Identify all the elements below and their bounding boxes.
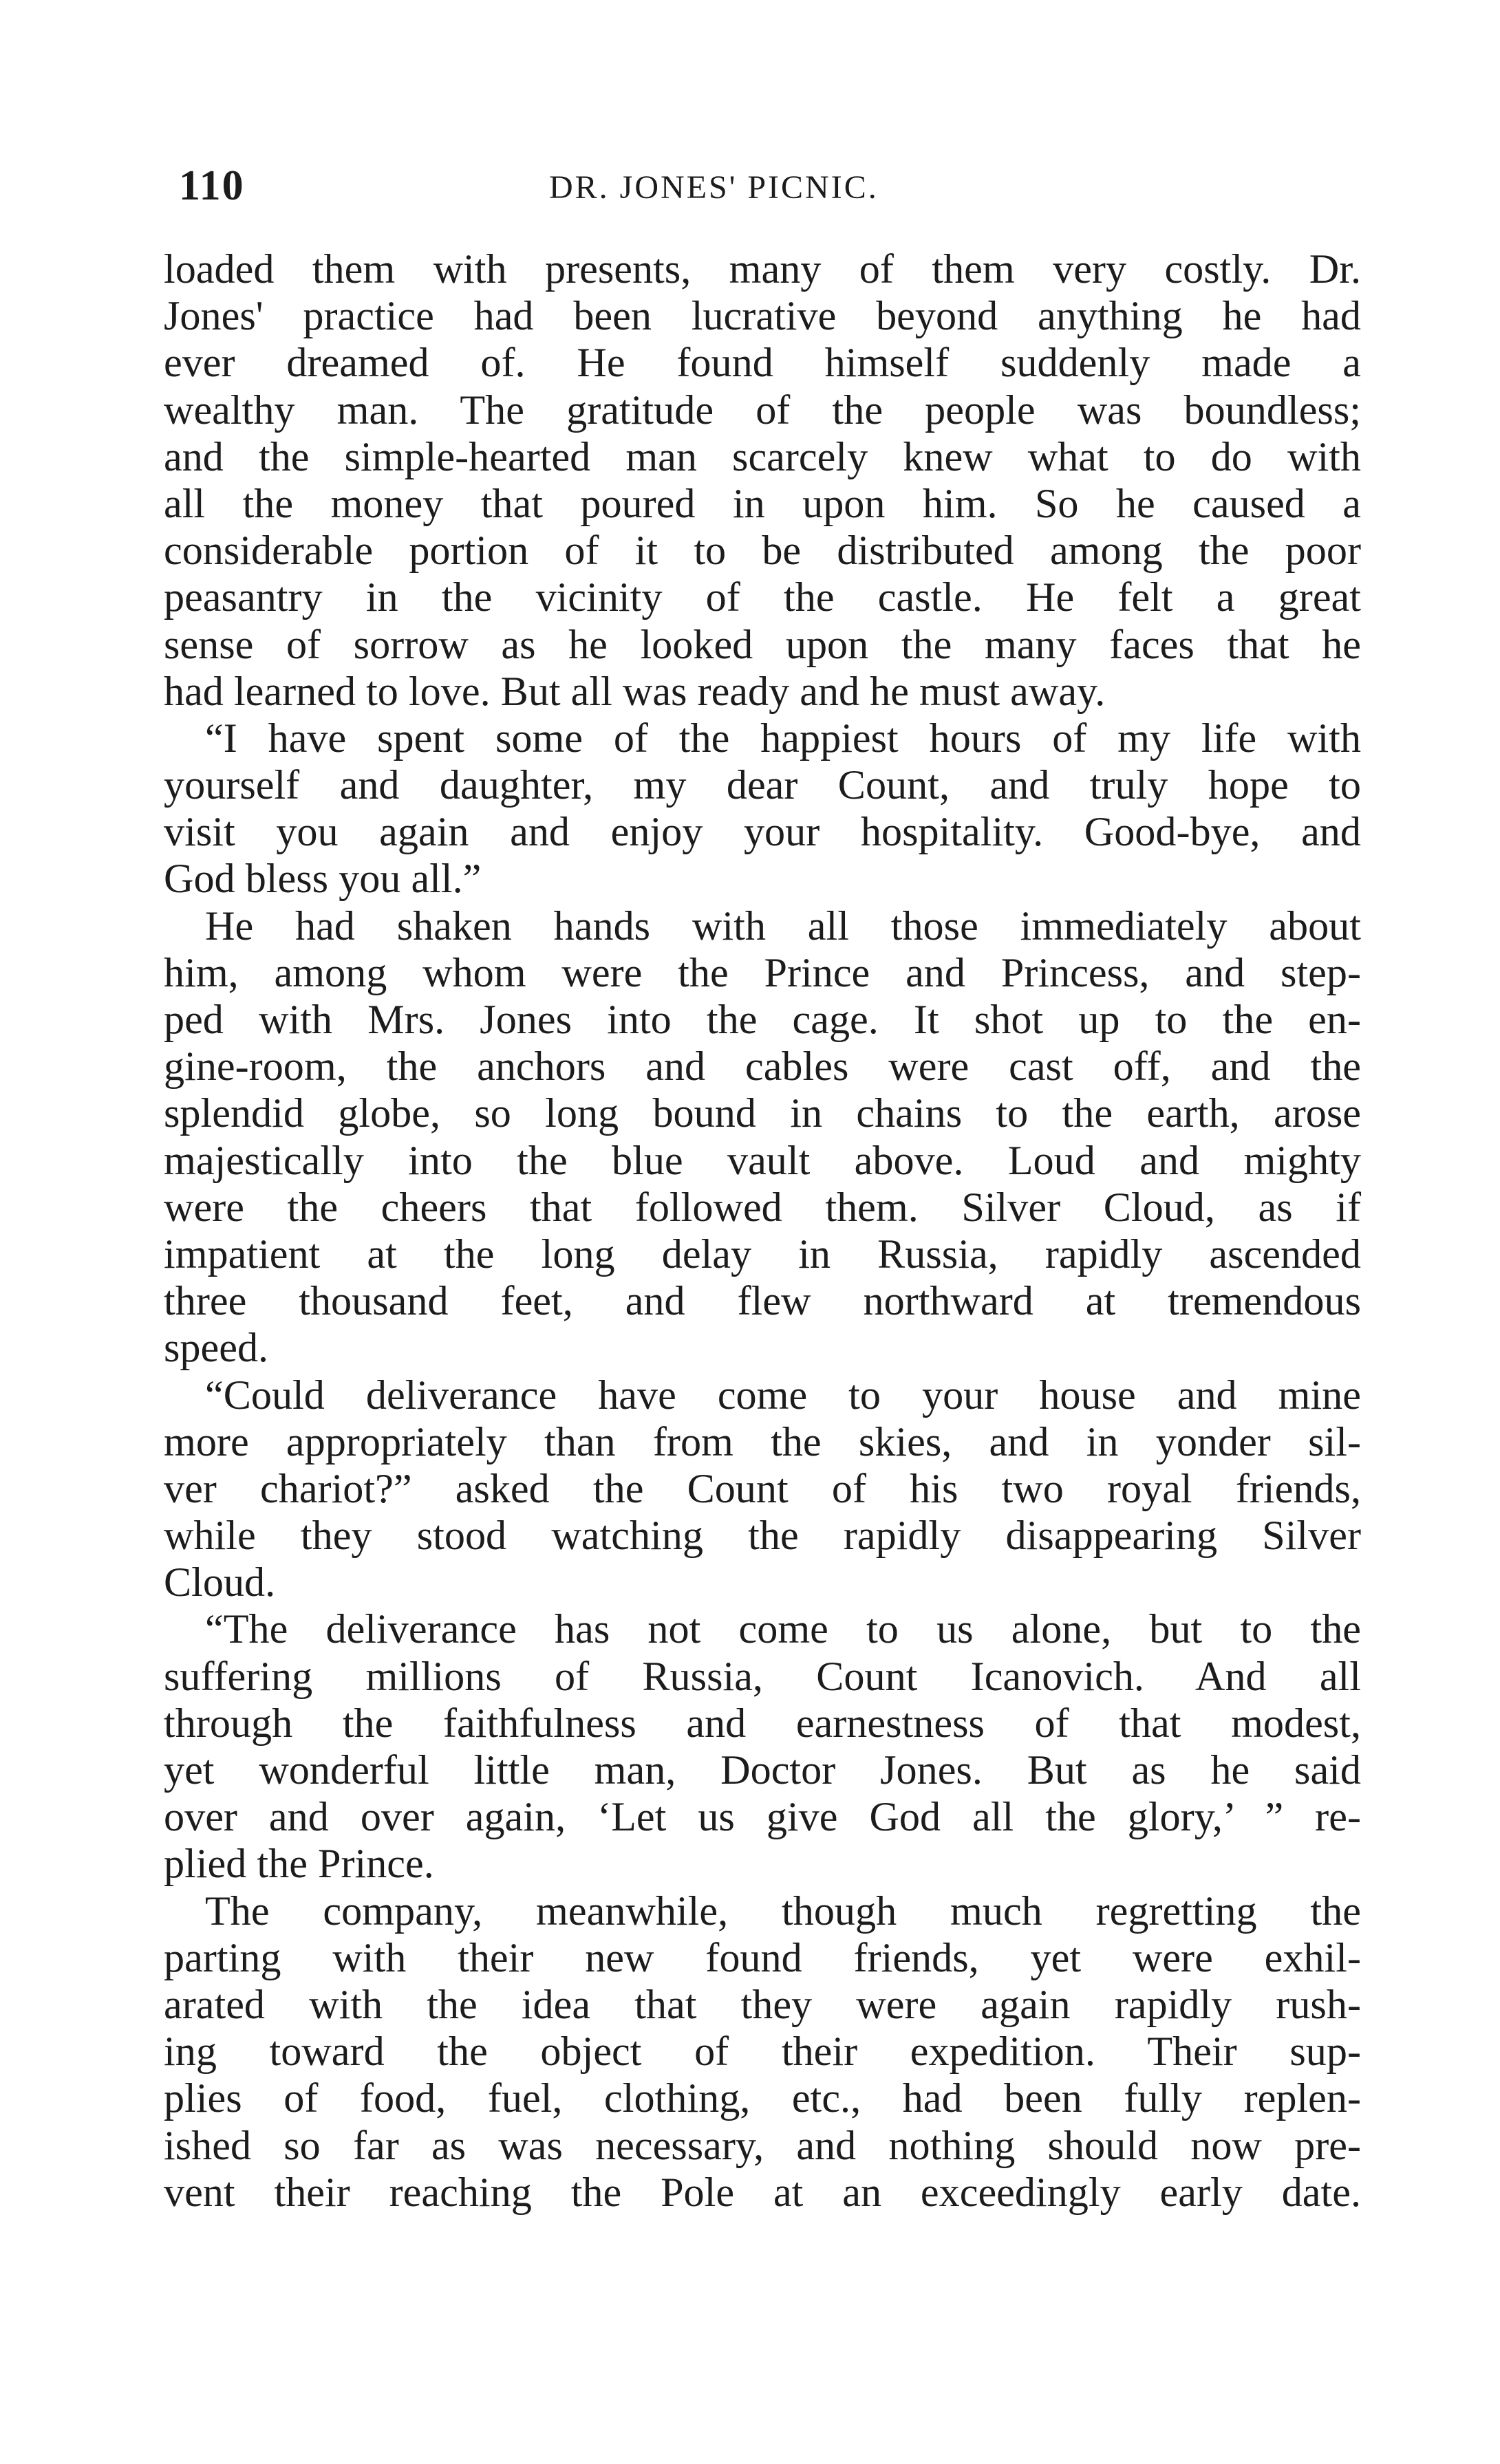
text-line: were the cheers that followed them. Silver Cloud, as if xyxy=(164,1184,1361,1231)
text-line: yourself and daughter, my dear Count, and truly hope to xyxy=(164,762,1361,809)
body-text xyxy=(164,246,1361,2216)
text-line: gine-room, the anchors and cables were cast off, and the xyxy=(164,1044,1361,1090)
book-page xyxy=(164,148,1361,2216)
text-line: plied the Prince. xyxy=(164,1841,434,1888)
text-line: through the faithfulness and earnestness of that modest, xyxy=(164,1700,1361,1747)
text-line: ing toward the object of their expedition. Their sup- xyxy=(164,2029,1361,2075)
text-line: Jones' practice had been lucrative beyond anything he had xyxy=(164,293,1361,340)
text-line: vent their reaching the Pole at an exceedingly early date. xyxy=(164,2169,1361,2216)
text-line: yet wonderful little man, Doctor Jones. But as he said xyxy=(164,1747,1361,1793)
text-line: had learned to love. But all was ready and he must away. xyxy=(164,668,1106,715)
text-line: over and over again, ‘Let us give God all the glory,’ ” re- xyxy=(164,1794,1361,1841)
text-line: splendid globe, so long bound in chains to the earth, arose xyxy=(164,1090,1361,1137)
text-line: sense of sorrow as he looked upon the many faces that he xyxy=(164,621,1361,668)
page-number: 110 xyxy=(179,162,245,209)
text-line: impatient at the long delay in Russia, rapidly ascended xyxy=(164,1231,1361,1277)
text-line: him, among whom were the Prince and Princess, and step- xyxy=(164,949,1361,996)
text-line: speed. xyxy=(164,1325,269,1372)
text-line: loaded them with presents, many of them very costly. Dr. xyxy=(164,246,1361,292)
text-line: more appropriately than from the skies, and in yonder sil- xyxy=(164,1418,1361,1465)
text-line: “Could deliverance have come to your house and mine xyxy=(205,1372,1361,1418)
text-line: Cloud. xyxy=(164,1559,276,1606)
text-line: ver chariot?” asked the Count of his two royal friends, xyxy=(164,1465,1361,1512)
text-line: while they stood watching the rapidly disappearing Silver xyxy=(164,1513,1361,1559)
text-line: “I have spent some of the happiest hours of my life with xyxy=(205,715,1361,761)
text-line: all the money that poured in upon him. So he caused a xyxy=(164,480,1361,527)
text-line: visit you again and enjoy your hospitality. Good-bye, and xyxy=(164,809,1361,856)
text-line: suffering millions of Russia, Count Icanovich. And all xyxy=(164,1653,1361,1700)
text-line: majestically into the blue vault above. Loud and mighty xyxy=(164,1137,1361,1184)
text-line: and the simple-hearted man scarcely knew what to do with xyxy=(164,433,1361,480)
text-line: ever dreamed of. He found himself suddenly made a xyxy=(164,340,1361,387)
text-line: wealthy man. The gratitude of the people was boundless; xyxy=(164,387,1361,433)
text-line: considerable portion of it to be distributed among the poor xyxy=(164,528,1361,574)
text-line: God bless you all.” xyxy=(164,856,482,903)
text-line: plies of food, fuel, clothing, etc., had been fully replen- xyxy=(164,2075,1361,2122)
text-line: ished so far as was necessary, and nothing should now pre- xyxy=(164,2122,1361,2169)
text-line: peasantry in the vicinity of the castle. He felt a great xyxy=(164,574,1361,621)
text-line: arated with the idea that they were again rapidly rush- xyxy=(164,1981,1361,2028)
text-line: “The deliverance has not come to us alone, but to the xyxy=(205,1606,1361,1653)
text-line: He had shaken hands with all those immediately about xyxy=(205,903,1361,949)
running-head xyxy=(164,148,1361,210)
running-title: DR. JONES' PICNIC. xyxy=(549,169,879,206)
text-line: parting with their new found friends, yet were exhil- xyxy=(164,1934,1361,1981)
text-line: three thousand feet, and flew northward at tremendous xyxy=(164,1278,1361,1325)
text-line: The company, meanwhile, though much regretting the xyxy=(205,1888,1361,1934)
text-line: ped with Mrs. Jones into the cage. It shot up to the en- xyxy=(164,997,1361,1043)
